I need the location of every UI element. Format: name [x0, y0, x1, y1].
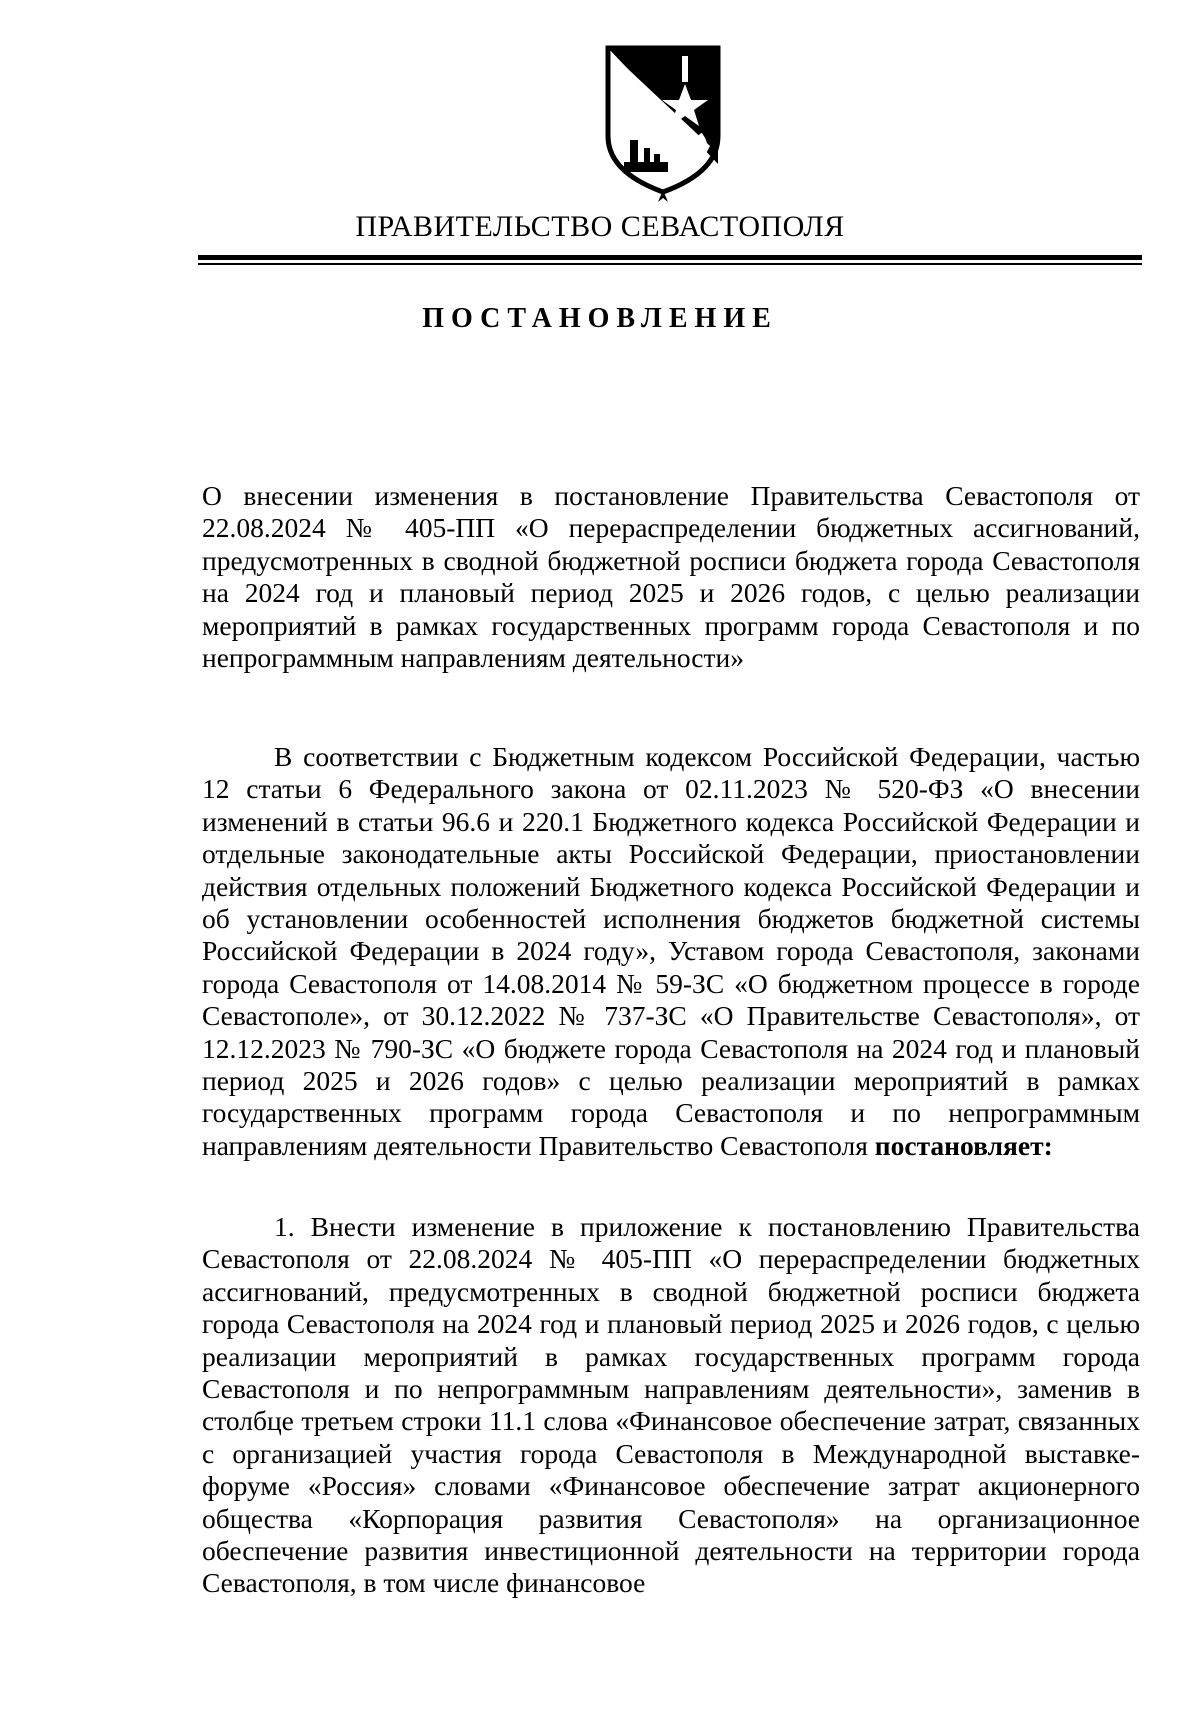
- preamble-paragraph: [202, 741, 1140, 1162]
- document-subject: О внесении изменения в постановление Правительства Севастополя от 22.08.2024 № 405-ПП «О перераспределении бюджетных ассигнований, предусмотренных в сводной бюджетной росписи бюджета города Севастополя на 2024 год и плановый период 2025 и 2026 годов, с целью реализации мероприятий в рамках государственных программ города Севастополя и по непрограммным направлениям деятельности»: [202, 480, 1140, 674]
- document-type-heading: ПОСТАНОВЛЕНИЕ: [422, 303, 778, 334]
- preamble-text: В соответствии с Бюджетным кодексом Российской Федерации, частью 12 статьи 6 Федерального закона от 02.11.2023 № 520-ФЗ «О внесении изменений в статьи 96.6 и 220.1 Бюджетного кодекса Российской Федерации и отдельные законодательные акты Российской Федерации, приостановлении действия отдельных положений Бюджетного кодекса Российской Федерации и об установлении особенностей исполнения бюджетов бюджетной системы Российской Федерации в 2024 году», Уставом города Севастополя, законами города Севастополя от 14.08.2014 № 59-ЗС «О бюджетном процессе в городе Севастополе», от 30.12.2022 № 737-ЗС «О Правительстве Севастополя», от 12.12.2023 № 790-ЗС «О бюджете города Севастополя на 2024 год и плановый период 2025 и 2026 годов» с целью реализации мероприятий в рамках государственных программ города Севастополя и по непрограммным направлениям деятельности Правительство Севастополя: [202, 741, 1140, 1161]
- header-rule-thin: [198, 263, 1142, 265]
- decree-word: постановляет:: [874, 1129, 1053, 1161]
- header-rule-thick: [198, 255, 1142, 260]
- government-name: ПРАВИТЕЛЬСТВО СЕВАСТОПОЛЯ: [355, 210, 845, 243]
- clause-1-paragraph: 1. Внести изменение в приложение к постановлению Правительства Севастополя от 22.08.2024 № 405-ПП «О перераспределении бюджетных ассигнований, предусмотренных в сводной бюджетной росписи бюджета города Севастополя на 2024 год и плановый период 2025 и 2026 годов, с целью реализации мероприятий в рамках государственных программ города Севастополя и по непрограммным направлениям деятельности», заменив в столбце третьем строки 11.1 слова «Финансовое обеспечение затрат, связанных с организацией участия города Севастополя в Международной выставке-форуме «Россия» словами «Финансовое обеспечение затрат акционерного общества «Корпорация развития Севастополя» на организационное обеспечение развития инвестиционной деятельности на территории города Севастополя, в том числе финансовое: [202, 1211, 1140, 1599]
- sevastopol-coat-of-arms-icon: [600, 44, 726, 204]
